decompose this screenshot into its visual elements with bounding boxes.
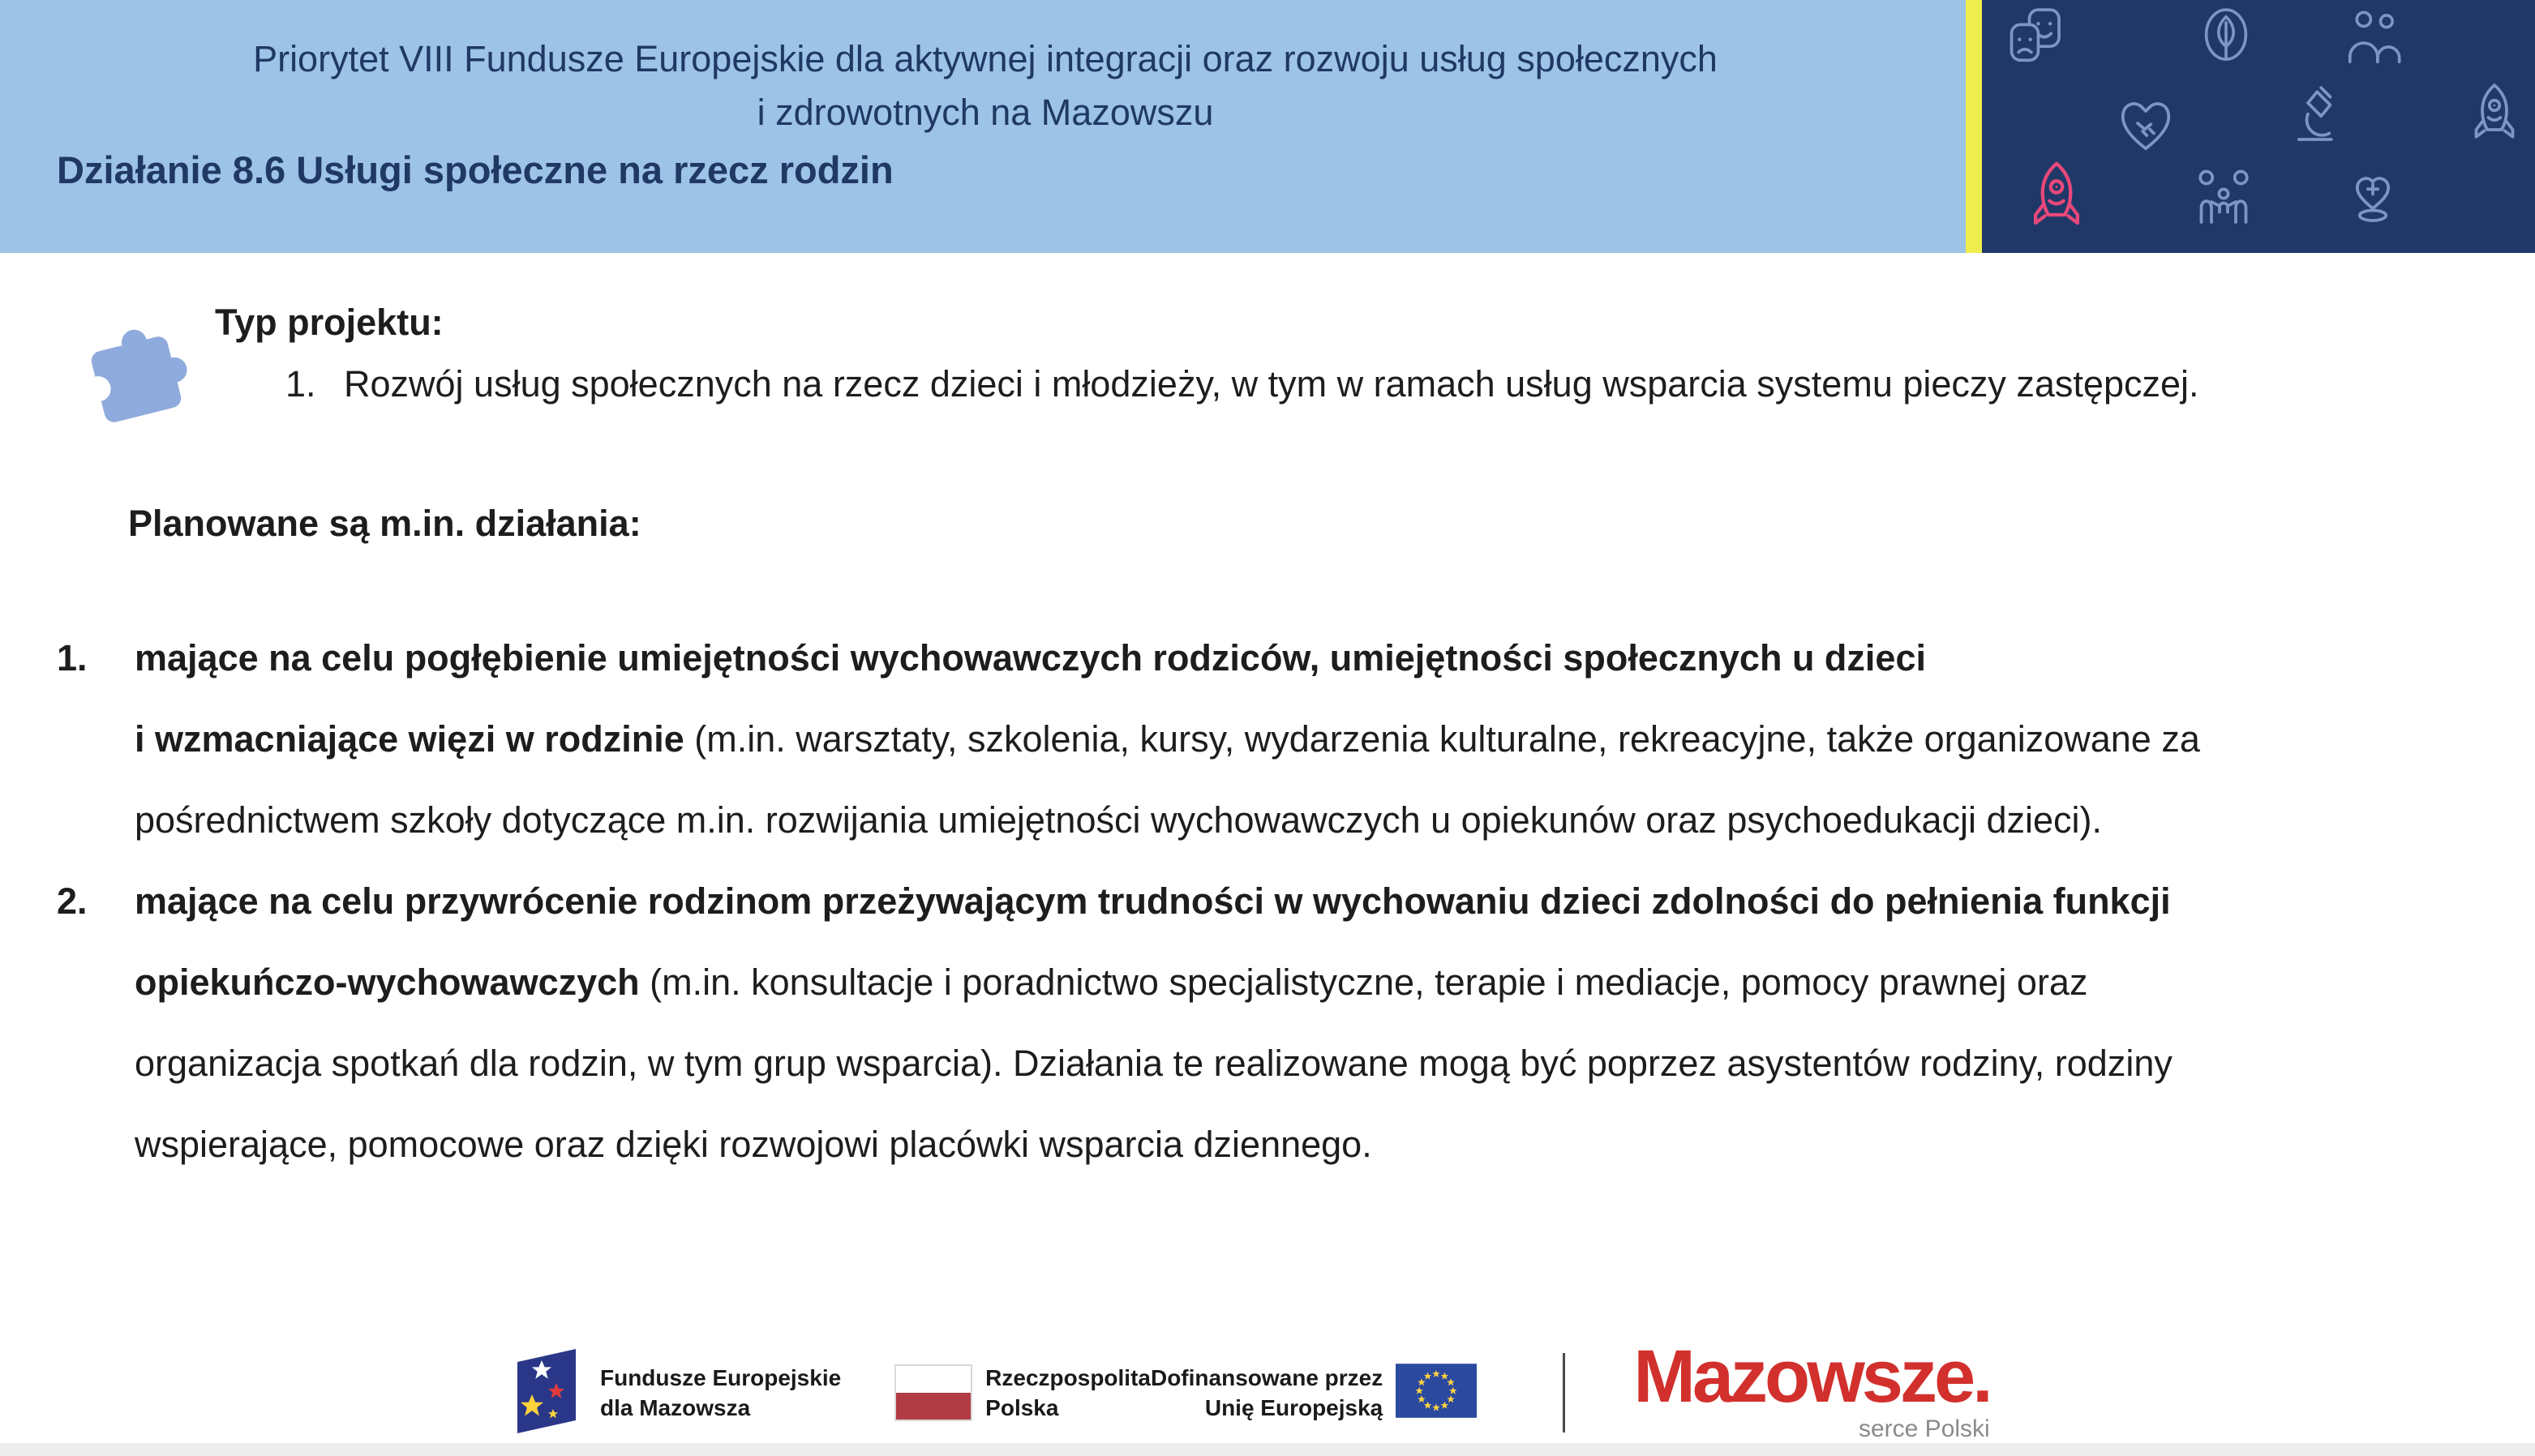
poland-flag bbox=[894, 1364, 972, 1421]
action-subtitle: Działanie 8.6 Usługi społeczne na rzecz rodzin bbox=[57, 148, 894, 191]
heart-location-pin-icon bbox=[2340, 164, 2405, 229]
microscope-icon bbox=[2284, 83, 2348, 148]
intro-line: Planowane są m.in. działania: bbox=[128, 503, 641, 544]
heart-handshake-icon bbox=[2113, 91, 2178, 156]
footer-logos bbox=[506, 1336, 1990, 1450]
list-item-line: mające na celu pogłębienie umiejętności wychowawczych rodziców, umiejętności społecznych u dzieci bbox=[135, 637, 1926, 679]
two-people-icon bbox=[2342, 6, 2405, 70]
eu-funding-label: Dofinansowane przez Unię Europejską bbox=[1150, 1365, 1383, 1420]
list-item-line: mające na celu przywrócenie rodzinom przeżywającym trudności w wychowaniu dzieci zdolności do pełnienia funkcji bbox=[135, 880, 2171, 922]
rocket-icon bbox=[2462, 81, 2527, 146]
project-type-item bbox=[285, 363, 2199, 405]
mazowsze-tagline: serce Polski bbox=[1858, 1415, 1990, 1442]
rocket-highlight-icon bbox=[2019, 159, 2094, 233]
icon-panel bbox=[1982, 0, 2535, 253]
priority-title-line2: i zdrowotnych na Mazowszu bbox=[757, 92, 1214, 133]
list-item-number: 1. bbox=[57, 637, 88, 679]
priority-title bbox=[57, 32, 1914, 139]
tree-icon bbox=[2194, 5, 2258, 68]
eu-flag bbox=[1396, 1364, 1477, 1422]
priority-title-line1: Priorytet VIII Fundusze Europejskie dla aktywnej integracji oraz rozwoju usług społecznych bbox=[253, 38, 1718, 79]
list-item bbox=[57, 861, 2490, 1185]
project-type-item-number: 1. bbox=[285, 363, 316, 405]
list-item-number: 2. bbox=[57, 880, 88, 922]
list-item bbox=[57, 618, 2490, 861]
footer-divider bbox=[1563, 1353, 1565, 1432]
list-item-line: wspierające, pomocowe oraz dzięki rozwojowi placówki wsparcia dziennego. bbox=[135, 1124, 1372, 1165]
mazowsze-wordmark: Mazowsze. bbox=[1633, 1335, 1990, 1418]
bottom-strip bbox=[0, 1443, 2535, 1456]
eu-funds-label: Fundusze Europejskie dla Mazowsza bbox=[600, 1365, 842, 1420]
poland-label: Rzeczpospolita Polska bbox=[985, 1365, 1151, 1420]
list-item-line: i wzmacniające więzi w rodzinie (m.in. warsztaty, szkolenia, kursy, wydarzenia kulturalne, rekreacyjne, także organizowane za bbox=[135, 718, 2200, 760]
family-icon bbox=[2191, 165, 2256, 230]
theater-masks-icon bbox=[2005, 5, 2068, 68]
list-item-line: pośrednictwem szkoły dotyczące m.in. rozwijania umiejętności wychowawczych u opiekunów oraz psychoedukacji dzieci). bbox=[135, 799, 2103, 841]
accent-stripe bbox=[1966, 0, 1982, 253]
list-item-line: opiekuńczo-wychowawczych (m.in. konsultacje i poradnictwo specjalistyczne, terapie i mediacje, pomocy prawnej oraz bbox=[135, 961, 2088, 1003]
list-item-line: organizacja spotkań dla rodzin, w tym grup wsparcia). Działania te realizowane mogą być poprzez asystentów rodziny, rodziny bbox=[135, 1043, 2173, 1084]
puzzle-icon bbox=[63, 318, 209, 445]
actions-list bbox=[57, 618, 2490, 1185]
eu-funds-flag-logo bbox=[506, 1343, 587, 1444]
mazowsze-logo bbox=[1633, 1335, 1990, 1443]
project-type-heading: Typ projektu: bbox=[215, 302, 444, 343]
project-type-item-text: Rozwój usług społecznych na rzecz dzieci i młodzieży, w tym w ramach usług wsparcia systemu pieczy zastępczej. bbox=[344, 363, 2199, 405]
